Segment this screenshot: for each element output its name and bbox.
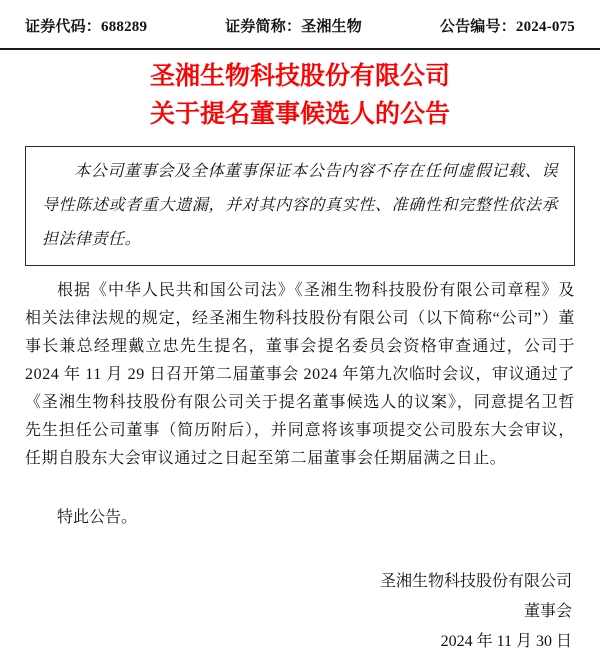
title-company-line: 圣湘生物科技股份有限公司 — [149, 62, 450, 90]
announcement-title — [25, 57, 575, 133]
securities-header-row — [25, 0, 575, 36]
title-subject-line: 关于提名董事候选人的公告 — [149, 100, 450, 128]
announcement-number: 公告编号：2024-075 — [439, 19, 575, 35]
signature-company: 圣湘生物科技股份有限公司 — [379, 573, 572, 590]
signature-date: 2024 年 11 月 30 日 — [440, 633, 572, 650]
board-disclaimer-text: 本公司董事会及全体董事保证本公告内容不存在任何虚假记载、误导性陈述或者重大遗漏，并对其内容的真实性、准确性和完整性依法承担法律责任。 — [42, 163, 558, 248]
signature-block — [25, 567, 575, 657]
stock-code: 证券代码：688289 — [25, 19, 148, 35]
closing-statement: 特此公告。 — [57, 509, 138, 526]
signature-board: 董事会 — [523, 603, 572, 620]
announcement-body-paragraph: 根据《中华人民共和国公司法》《圣湘生物科技股份有限公司章程》及相关法律法规的规定，经圣湘生物科技股份有限公司（以下简称“公司”）董事长兼总经理戴立忠先生提名，董事会提名委员会资格审查通过，公司于 2024 年 11 月 29 日召开第二届董事会 2024 年第九次临时会议，审议通过了《圣湘生物科技股份有限公司关于提名董事候选人的议案》，同意提名卫哲先生担任公司董事（简历附后），并同意将该事项提交公司股东大会审议，任期自股东大会审议通过之日起至第二届董事会任期届满之日止。 — [25, 282, 575, 467]
board-disclaimer-box — [25, 146, 575, 266]
stock-name: 证券简称：圣湘生物 — [225, 19, 362, 35]
header-divider-rule — [0, 48, 600, 50]
